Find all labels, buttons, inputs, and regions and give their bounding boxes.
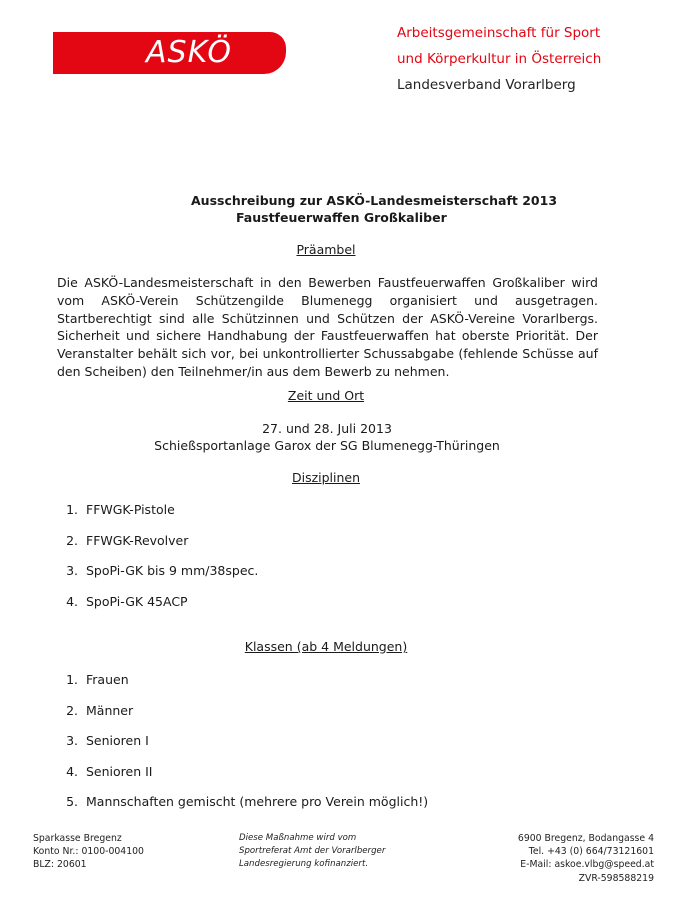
event-date: 27. und 28. Juli 2013 [262,421,392,436]
footer-bank-line: BLZ: 20601 [33,859,87,871]
list-label: Männer [86,702,134,718]
title-line-1: Ausschreibung zur ASKÖ-Landesmeisterschaft 2013 [191,193,558,208]
list-label: FFWGK-Pistole [86,502,175,517]
classes-heading: Klassen (ab 4 Meldungen) [244,639,408,654]
list-label: Senioren II [86,763,153,779]
list-number: 2. [66,532,78,548]
logo-text: ASKÖ [146,35,233,70]
list-label: SpoPi-GK 45ACP [86,593,188,609]
footer-bank-line: Konto Nr.: 0100-004100 [33,846,144,858]
time-place-heading: Zeit und Ort [287,388,365,403]
list-label: SpoPi-GK bis 9 mm/38spec. [86,563,259,578]
list-label: Frauen [86,672,129,687]
list-number: 4. [66,763,78,779]
footer-note-line: Landesregierung kofinanziert. [239,858,369,869]
org-line-2: und Körperkultur in Österreich [397,51,602,67]
footer-note-line: Diese Maßnahme wird vom [239,833,357,843]
list-item [57,703,428,734]
list-item [57,764,428,795]
event-venue: Schießsportanlage Garox der SG Blumenegg-Thüringen [154,438,500,453]
organization-name [397,20,601,98]
list-item [57,563,258,594]
list-item [57,794,428,825]
preamble-heading: Präambel [296,242,356,257]
list-number: 3. [66,563,78,578]
list-number: 1. [66,672,78,687]
footer-phone: Tel. +43 (0) 664/73121601 [528,846,654,858]
footer-bank-line: Sparkasse Bregenz [33,833,122,844]
list-number: 2. [66,702,78,718]
list-item [57,672,428,703]
list-number: 3. [66,733,78,748]
disciplines-list [57,502,258,624]
list-label: Mannschaften gemischt (mehrere pro Verein möglich!) [86,794,429,809]
footer-bank [33,832,144,872]
list-label: FFWGK-Revolver [86,532,189,548]
list-label: Senioren I [86,733,149,748]
footer-email: E-Mail: askoe.vlbg@speed.at [520,859,654,871]
list-item [57,733,428,764]
list-number: 1. [66,502,78,517]
runner-icon [285,36,323,70]
footer-contact [518,832,654,885]
list-number: 4. [66,593,78,609]
askoe-logo [53,32,286,74]
footer-zvr: ZVR-598588219 [578,872,654,884]
list-item [57,533,258,564]
classes-list [57,672,428,825]
list-number: 5. [66,794,78,809]
preamble-text: Die ASKÖ-Landesmeisterschaft in den Bewerben Faustfeuerwaffen Großkaliber wird vom ASKÖ-Verein Schützengilde Blumenegg organisiert und ausgetragen. Startberechtigt sind alle Schützinnen und Schützen der ASKÖ-Vereine Vorarlbergs. Sicherheit und sichere Handhabung der Faustfeuerwaffen hat oberste Priorität. Der Veranstalter behält sich vor, bei unkontrollierter Schussabgabe (fehlende Schüsse auf den Scheiben) den Teilnehmer/in aus dem Bewerb zu nehmen. [57,275,598,379]
list-item [57,594,258,625]
footer-funding-note [239,832,385,870]
list-item [57,502,258,533]
disciplines-heading: Disziplinen [291,470,361,485]
title-line-2: Faustfeuerwaffen Großkaliber [236,210,447,225]
footer-note-line: Sportreferat Amt der Vorarlberger [239,845,386,856]
footer-address: 6900 Bregenz, Bodangasse 4 [517,833,654,844]
org-line-1: Arbeitsgemeinschaft für Sport [397,25,601,41]
org-line-3: Landesverband Vorarlberg [397,77,576,93]
